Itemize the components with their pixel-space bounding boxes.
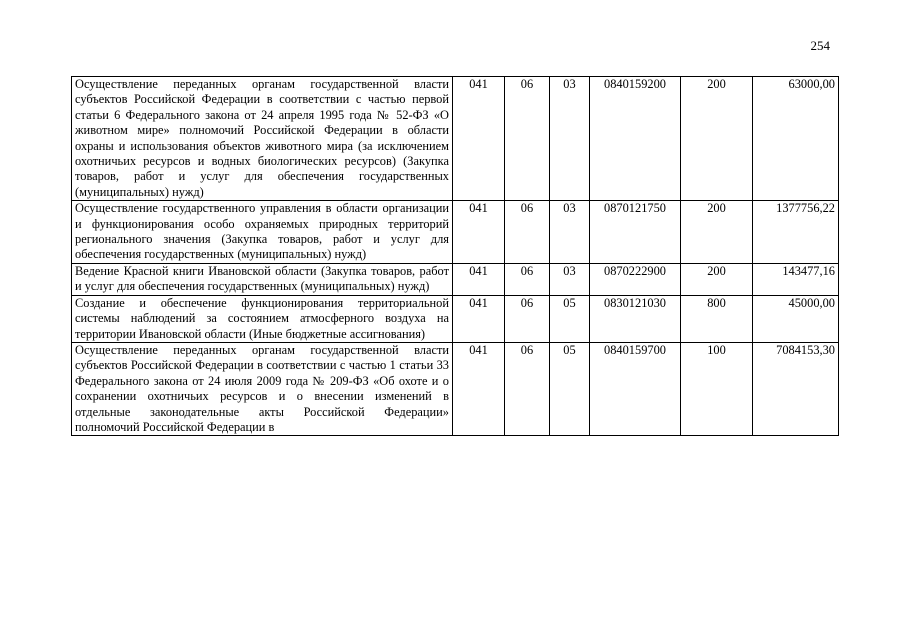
row-description: Осуществление государственного управления в области организации и функционирования особо охраняемых природных территорий регионального значения (Закупка товаров, работ и услуг для обеспечения государственных (муниципальных) нужд) [72,201,453,264]
table-row [72,342,839,435]
target-article-code: 0840159200 [590,77,681,201]
amount: 63000,00 [753,77,839,201]
subsection-code: 05 [550,295,590,342]
expense-type-code: 200 [681,201,753,264]
subsection-code: 03 [550,201,590,264]
amount: 45000,00 [753,295,839,342]
section-code: 06 [505,295,550,342]
target-article-code: 0870222900 [590,263,681,295]
ministry-code: 041 [453,77,505,201]
table-row [72,295,839,342]
amount: 143477,16 [753,263,839,295]
section-code: 06 [505,342,550,435]
section-code: 06 [505,263,550,295]
expense-type-code: 100 [681,342,753,435]
expense-type-code: 800 [681,295,753,342]
row-description: Осуществление переданных органам государственной власти субъектов Российской Федерации в соответствии с частью первой статьи 6 Федерального закона от 24 апреля 1995 года № 52-ФЗ «О животном мире» полномочий Российской Федерации в области охраны и использования объектов животного мира (за исключением охотничьих ресурсов и водных биологических ресурсов) (Закупка товаров, работ и услуг для обеспечения государственных (муниципальных) нужд) [72,77,453,201]
subsection-code: 05 [550,342,590,435]
table-row [72,77,839,201]
target-article-code: 0870121750 [590,201,681,264]
row-description: Создание и обеспечение функционирования территориальной системы наблюдений за состоянием атмосферного воздуха на территории Ивановской области (Иные бюджетные ассигнования) [72,295,453,342]
section-code: 06 [505,201,550,264]
row-description: Ведение Красной книги Ивановской области (Закупка товаров, работ и услуг для обеспечения государственных (муниципальных) нужд) [72,263,453,295]
budget-table [71,76,839,436]
ministry-code: 041 [453,201,505,264]
amount: 1377756,22 [753,201,839,264]
page-number: 254 [810,38,830,53]
row-description: Осуществление переданных органам государственной власти субъектов Российской Федерации в соответствии с частью 1 статьи 33 Федерального закона от 24 июля 2009 года № 209-ФЗ «Об охоте и о сохранении охотничьих ресурсов и о внесении изменений в отдельные законодательные акты Российской Федерации» полномочий Российской Федерации в [72,342,453,435]
target-article-code: 0840159700 [590,342,681,435]
expense-type-code: 200 [681,263,753,295]
table-row [72,201,839,264]
section-code: 06 [505,77,550,201]
ministry-code: 041 [453,263,505,295]
expense-type-code: 200 [681,77,753,201]
subsection-code: 03 [550,77,590,201]
ministry-code: 041 [453,342,505,435]
subsection-code: 03 [550,263,590,295]
amount: 7084153,30 [753,342,839,435]
table-row [72,263,839,295]
target-article-code: 0830121030 [590,295,681,342]
ministry-code: 041 [453,295,505,342]
